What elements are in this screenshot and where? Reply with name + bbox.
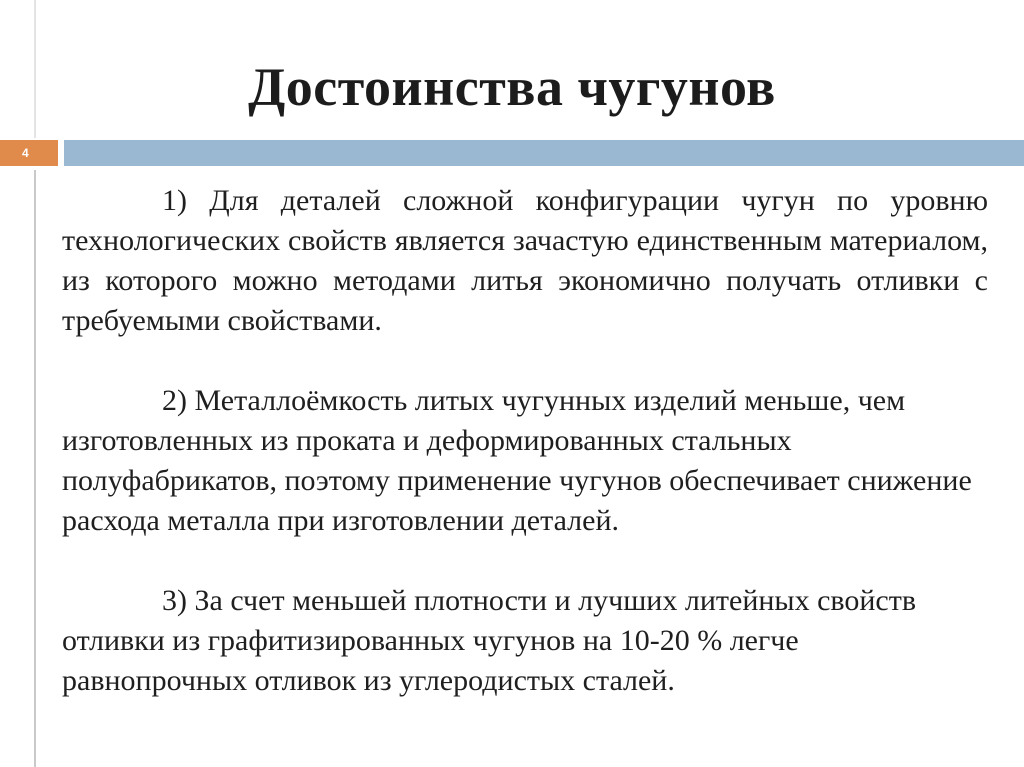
paragraph-1-text: 1) Для деталей сложной конфигурации чугун по уровню технологических свойств является зачастую единственным материалом, из которого можно методами литья экономично получать отливки с требуемыми свойствами.	[62, 184, 988, 337]
paragraph-1	[62, 181, 988, 341]
slide-number-badge: 4	[0, 140, 58, 166]
paragraph-2-text: 2) Металлоёмкость литых чугунных изделий меньше, чем изготовленных из проката и деформированных стальных полуфабрикатов, поэтому применение чугунов обеспечивает снижение расхода металла при изготовлении деталей.	[62, 384, 972, 537]
left-divider-lower	[34, 170, 36, 767]
slide-body	[62, 181, 988, 701]
header-accent-bar	[64, 140, 1024, 166]
paragraph-2	[62, 381, 988, 541]
paragraph-3-text: 3) За счет меньшей плотности и лучших литейных свойств отливки из графитизированных чугунов на 10-20 % легче равнопрочных отливок из углеродистых сталей.	[62, 584, 916, 697]
slide-title: Достоинства чугунов	[248, 57, 776, 117]
paragraph-3	[62, 581, 988, 701]
